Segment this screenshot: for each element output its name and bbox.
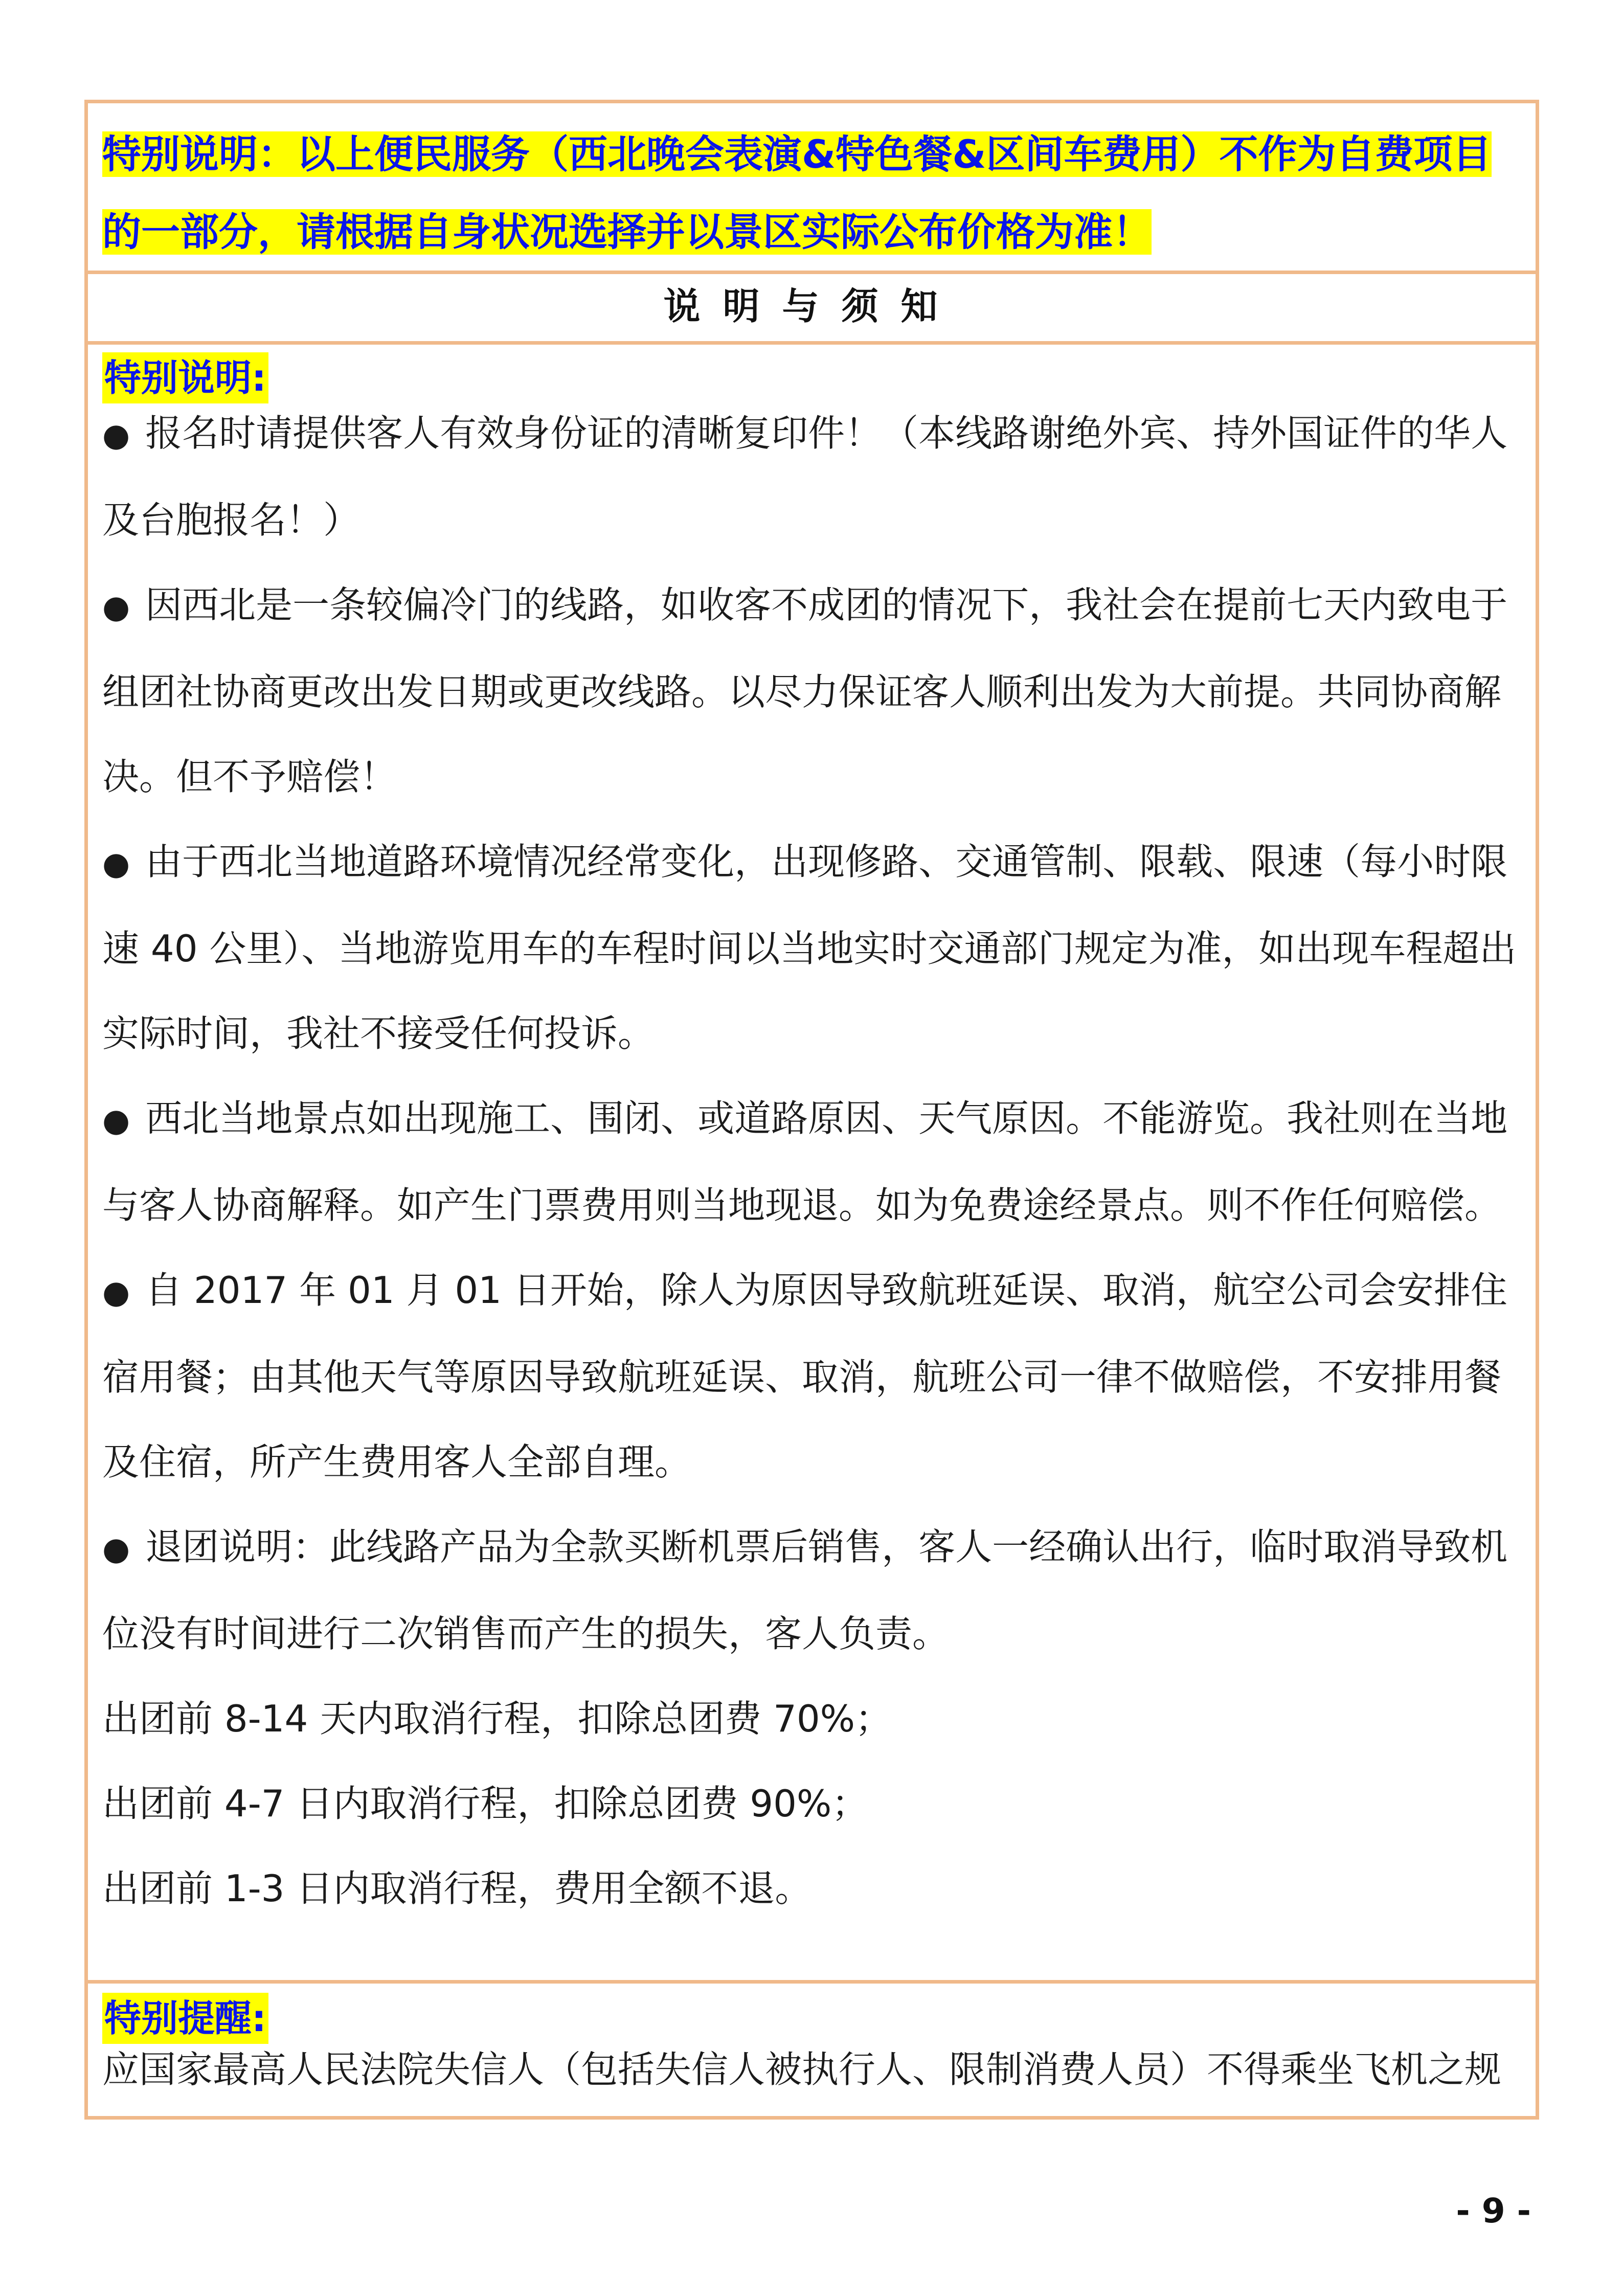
bullet-icon: ● [102,1101,130,1139]
reminder-text: 应国家最高人民法院失信人（包括失信人被执行人、限制消费人员）不得乘坐飞机之规 [102,2048,1502,2091]
row-divider [88,341,1536,345]
top-notice [102,116,1526,271]
section-heading: 说明与须知 [663,285,960,328]
special-reminder-label: 特别提醒: [102,1993,268,2044]
page-number: - 9 - [1456,2191,1531,2231]
bullet-item: ● 西北当地景点如出现施工、围闭、或道路原因、天气原因。不能游览。我社则在当地与客人协商解释。如产生门票费用则当地现退。如为免费途经景点。则不作任何赔偿。 [102,1097,1508,1227]
bullet-icon: ● [102,588,130,625]
bullet-item: ● 因西北是一条较偏冷门的线路，如收客不成团的情况下，我社会在提前七天内致电于组团社协商更改出发日期或更改线路。以尽力保证客人顺利出发为大前提。共同协商解决。但不予赔偿！ [102,583,1508,798]
bullet-icon: ● [102,1273,130,1311]
top-notice-text: 特别说明：以上便民服务（西北晚会表演&特色餐&区间车费用）不作为自费项目的一部分，请根据自身状况选择并以景区实际公布价格为准！ [102,131,1492,255]
special-note-label: 特别说明: [102,352,268,403]
bullet-item: ● 由于西北当地道路环境情况经常变化，出现修路、交通管制、限载、限速（每小时限速 40 公里）、当地游览用车的车程时间以当地实时交通部门规定为准，如出现车程超出实际时间，我社不接受任何投诉。 [102,840,1517,1055]
bullet-item: ● 报名时请提供客人有效身份证的清晰复印件！（本线路谢绝外宾、持外国证件的华人及台胞报名！） [102,412,1508,542]
cancellation-item: 出团前 4-7 日内取消行程，扣除总团费 90%； [102,1782,869,1825]
cancellation-item: 出团前 8-14 天内取消行程，扣除总团费 70%； [102,1697,892,1740]
row-divider [88,1980,1536,1984]
cancellation-item: 出团前 1-3 日内取消行程，费用全额不退。 [102,1867,812,1910]
bullet-icon: ● [102,845,130,882]
document-table [84,100,1539,2120]
bullet-item: ● 退团说明：此线路产品为全款买断机票后销售，客人一经确认出行，临时取消导致机位没有时间进行二次销售而产生的损失，客人负责。 [102,1525,1508,1655]
bullet-icon: ● [102,416,130,454]
notes-body [102,391,1529,1931]
bullet-item: ● 自 2017 年 01 月 01 日开始，除人为原因导致航班延误、取消，航空公司会安排住宿用餐；由其他天气等原因导致航班延误、取消，航班公司一律不做赔偿，不安排用餐及住宿，所产生费用客人全部自理。 [102,1269,1507,1483]
bullet-icon: ● [102,1530,130,1567]
